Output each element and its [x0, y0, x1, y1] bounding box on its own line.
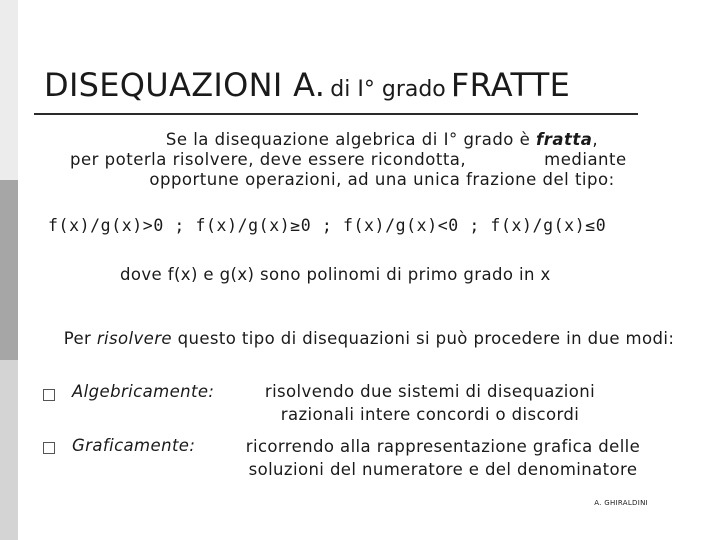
- method-description-line: ricorrendo alla rappresentazione grafica delle: [245, 437, 641, 456]
- side-bar-dark: [0, 180, 18, 360]
- method-intro-pre: Per: [63, 329, 97, 348]
- method-label-graphical: Graficamente:: [72, 436, 196, 455]
- bullet-square-icon: [43, 442, 55, 454]
- method-intro-post: questo tipo di disequazioni si può procedere in due modi:: [171, 329, 675, 348]
- slide-title: [44, 66, 570, 104]
- intro-line3: opportune operazioni, ad una unica frazione del tipo:: [149, 170, 615, 189]
- intro-line2: [44, 150, 720, 170]
- author-credit: A. GHIRALDINI: [594, 499, 648, 507]
- method-intro-emphasis: risolvere: [96, 329, 172, 348]
- side-bar-light: [0, 0, 18, 180]
- method-intro-paragraph: [44, 329, 694, 348]
- method-description-line: razionali intere concordi o discordi: [280, 405, 580, 424]
- intro-line1-pre: Se la disequazione algebrica di I° grado è: [165, 130, 537, 149]
- method-description-algebraic: [240, 380, 620, 426]
- intro-paragraph: [44, 130, 720, 190]
- intro-line2-b: mediante: [544, 150, 627, 169]
- bullet-square-icon: [43, 389, 55, 401]
- intro-line2-a: per poterla risolvere, deve essere ricondotta,: [70, 150, 467, 169]
- method-label-algebraic: Algebricamente:: [72, 382, 215, 401]
- title-part-1: DISEQUAZIONI A.: [44, 66, 326, 104]
- intro-line1-post: ,: [592, 130, 599, 149]
- title-part-3: FRATTE: [450, 66, 571, 104]
- method-description-line: soluzioni del numeratore e del denominatore: [248, 460, 638, 479]
- intro-line1-emphasis: fratta: [536, 130, 593, 149]
- title-underline: [34, 113, 638, 115]
- formula-line: f(x)/g(x)>0 ; f(x)/g(x)≥0 ; f(x)/g(x)<0 ; f(x)/g(x)≤0: [48, 216, 607, 235]
- side-bar-medium: [0, 360, 18, 540]
- title-part-2: di I° grado: [330, 77, 446, 102]
- method-description-line: risolvendo due sistemi di disequazioni: [264, 382, 596, 401]
- definition-line: dove f(x) e g(x) sono polinomi di primo grado in x: [120, 265, 551, 284]
- method-description-graphical: [220, 435, 666, 481]
